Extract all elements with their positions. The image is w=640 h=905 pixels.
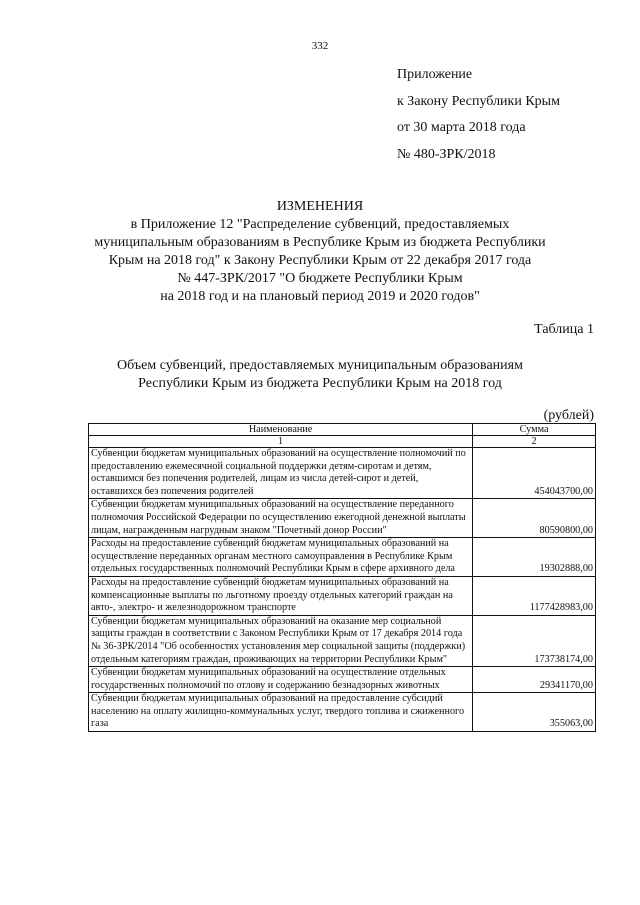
column-number-row [89, 436, 596, 448]
row-sum: 29341170,00 [473, 667, 596, 693]
subventions-table [88, 423, 596, 732]
table-row [89, 499, 596, 538]
appendix-line: № 480-ЗРК/2018 [397, 146, 496, 162]
header-sum: Сумма [473, 424, 596, 436]
appendix-line: к Закону Республики Крым [397, 93, 560, 109]
table-row [89, 693, 596, 732]
table-subtitle [60, 357, 580, 393]
row-sum: 454043700,00 [473, 448, 596, 499]
row-sum: 1177428983,00 [473, 576, 596, 615]
heading-title: ИЗМЕНЕНИЯ [276, 199, 364, 214]
column-number: 1 [89, 436, 473, 448]
heading-line: № 447-ЗРК/2017 "О бюджете Республики Крым [177, 271, 463, 286]
table-row [89, 576, 596, 615]
header-name: Наименование [89, 424, 473, 436]
row-sum: 355063,00 [473, 693, 596, 732]
row-name: Субвенции бюджетам муниципальных образований на предоставление субсидий населению на оплату жилищно-коммунальных услуг, твердого топлива и сжиженного газа [89, 693, 473, 732]
table-label: Таблица 1 [534, 322, 594, 337]
heading-line: на 2018 год и на плановый период 2019 и 2020 годов" [160, 289, 480, 304]
row-sum: 173738174,00 [473, 615, 596, 666]
row-name: Субвенции бюджетам муниципальных образований на осуществление отдельных государственных полномочий по отлову и содержанию безнадзорных животных [89, 667, 473, 693]
heading-line: Крым на 2018 год" к Закону Республики Крым от 22 декабря 2017 года [108, 253, 532, 268]
table-row [89, 615, 596, 666]
row-name: Субвенции бюджетам муниципальных образований на осуществление переданного полномочия Российской Федерации по осуществлению ежегодной денежной выплаты лицам, награжденным нагрудным знаком "Почетный донор России" [89, 499, 473, 538]
table-row [89, 538, 596, 577]
subtitle-line: Республики Крым из бюджета Республики Крым на 2018 год [138, 376, 502, 391]
subtitle-line: Объем субвенций, предоставляемых муниципальным образованиям [117, 358, 523, 373]
appendix-line: от 30 марта 2018 года [397, 120, 526, 135]
document-heading [60, 198, 580, 306]
row-name: Субвенции бюджетам муниципальных образований на оказание мер социальной защиты граждан в соответствии с Законом Республики Крым от 17 декабря 2014 года № 36-ЗРК/2014 "Об особенностях установления мер социальной защиты (поддержки) отдельным категориям граждан, проживающих на территории Республики Крым" [89, 615, 473, 666]
heading-line: муниципальным образованиям в Республике Крым из бюджета Республики [94, 235, 546, 250]
page-number: 332 [311, 40, 329, 52]
row-sum: 80590800,00 [473, 499, 596, 538]
table-row [89, 667, 596, 693]
column-number: 2 [473, 436, 596, 448]
row-sum: 19302888,00 [473, 538, 596, 577]
table-header-row [89, 424, 596, 436]
heading-line: в Приложение 12 "Распределение субвенций, предоставляемых [130, 217, 510, 232]
row-name: Субвенции бюджетам муниципальных образований на осуществление полномочий по предоставлению ежемесячной социальной поддержки детям-сиротам и детям, оставшимся без попечения родителей, лицам из числа детей-сирот и детей, оставшихся без попечения родителей [89, 448, 473, 499]
row-name: Расходы на предоставление субвенций бюджетам муниципальных образований на осуществление переданных органам местного самоуправления в Республике Крым отдельных государственных полномочий Республики Крым в сфере архивного дела [89, 538, 473, 577]
table-row [89, 448, 596, 499]
currency-note: (рублей) [543, 408, 594, 423]
appendix-line: Приложение [397, 67, 473, 82]
row-name: Расходы на предоставление субвенций бюджетам муниципальных образований на компенсационные выплаты по льготному проезду отдельных категорий граждан на авто-, электро- и железнодорожном транспорте [89, 576, 473, 615]
appendix-block [397, 62, 560, 168]
